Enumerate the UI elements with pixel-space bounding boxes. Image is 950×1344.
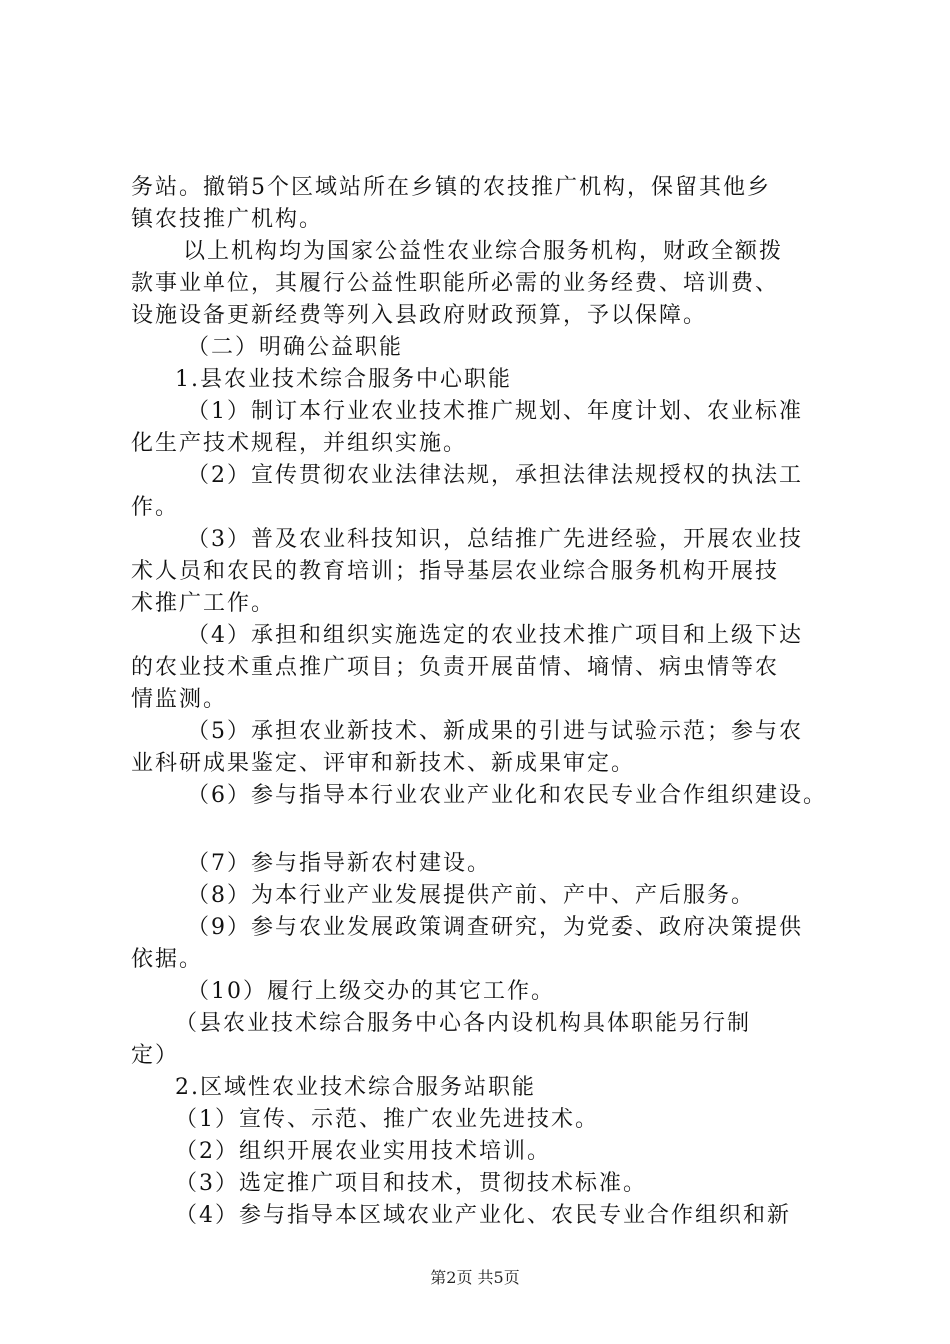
text-line: （3）普及农业科技知识，总结推广先进经验，开展农业技 xyxy=(187,527,803,552)
text-line: 化生产技术规程，并组织实施。 xyxy=(131,431,468,456)
blank-line xyxy=(131,812,836,848)
text-line: 以上机构均为国家公益性农业综合服务机构，财政全额拨 xyxy=(183,239,784,264)
text-line: 依据。 xyxy=(131,947,204,972)
text-line: 术推广工作。 xyxy=(131,591,276,616)
text-line: 定） xyxy=(131,1043,180,1068)
text-line: （8）为本行业产业发展提供产前、产中、产后服务。 xyxy=(187,883,755,908)
text-line: （1）宣传、示范、推广农业先进技术。 xyxy=(175,1107,599,1132)
text-line: 术人员和农民的教育培训；指导基层农业综合服务机构开展技 xyxy=(131,559,780,584)
text-line: （2）宣传贯彻农业法律法规，承担法律法规授权的执法工 xyxy=(187,463,803,488)
text-line: 情监测。 xyxy=(131,687,228,712)
text-line: 镇农技推广机构。 xyxy=(131,207,324,232)
subsection-heading: 1.县农业技术综合服务中心职能 xyxy=(175,367,512,392)
text-line: （4）承担和组织实施选定的农业技术推广项目和上级下达 xyxy=(187,623,803,648)
subsection-heading: 2.区域性农业技术综合服务站职能 xyxy=(175,1075,536,1100)
text-line: 款事业单位，其履行公益性职能所必需的业务经费、培训费、 xyxy=(131,271,780,296)
text-line: 设施设备更新经费等列入县政府财政预算，予以保障。 xyxy=(131,303,708,328)
text-line: 业科研成果鉴定、评审和新技术、新成果审定。 xyxy=(131,751,636,776)
page-footer: 第2页 共5页 xyxy=(430,1268,520,1287)
text-line: 务站。撤销5个区域站所在乡镇的农技推广机构，保留其他乡 xyxy=(131,175,771,200)
document-body xyxy=(131,172,836,1232)
text-line: （6）参与指导本行业农业产业化和农民专业合作组织建设。 xyxy=(187,783,827,808)
text-line: （9）参与农业发展政策调查研究，为党委、政府决策提供 xyxy=(187,915,803,940)
text-line: （7）参与指导新农村建设。 xyxy=(187,851,491,876)
text-line: （5）承担农业新技术、新成果的引进与试验示范；参与农 xyxy=(187,719,803,744)
text-line: （10）履行上级交办的其它工作。 xyxy=(187,979,555,1004)
text-line: 作。 xyxy=(131,495,180,520)
text-line: （县农业技术综合服务中心各内设机构具体职能另行制 xyxy=(175,1011,752,1036)
section-heading: （二）明确公益职能 xyxy=(187,335,404,360)
text-line: 的农业技术重点推广项目；负责开展苗情、墒情、病虫情等农 xyxy=(131,655,780,680)
text-line: （4）参与指导本区域农业产业化、农民专业合作组织和新 xyxy=(175,1203,791,1228)
text-line: （3）选定推广项目和技术，贯彻技术标准。 xyxy=(175,1171,647,1196)
text-line: （2）组织开展农业实用技术培训。 xyxy=(175,1139,551,1164)
text-line: （1）制订本行业农业技术推广规划、年度计划、农业标准 xyxy=(187,399,803,424)
